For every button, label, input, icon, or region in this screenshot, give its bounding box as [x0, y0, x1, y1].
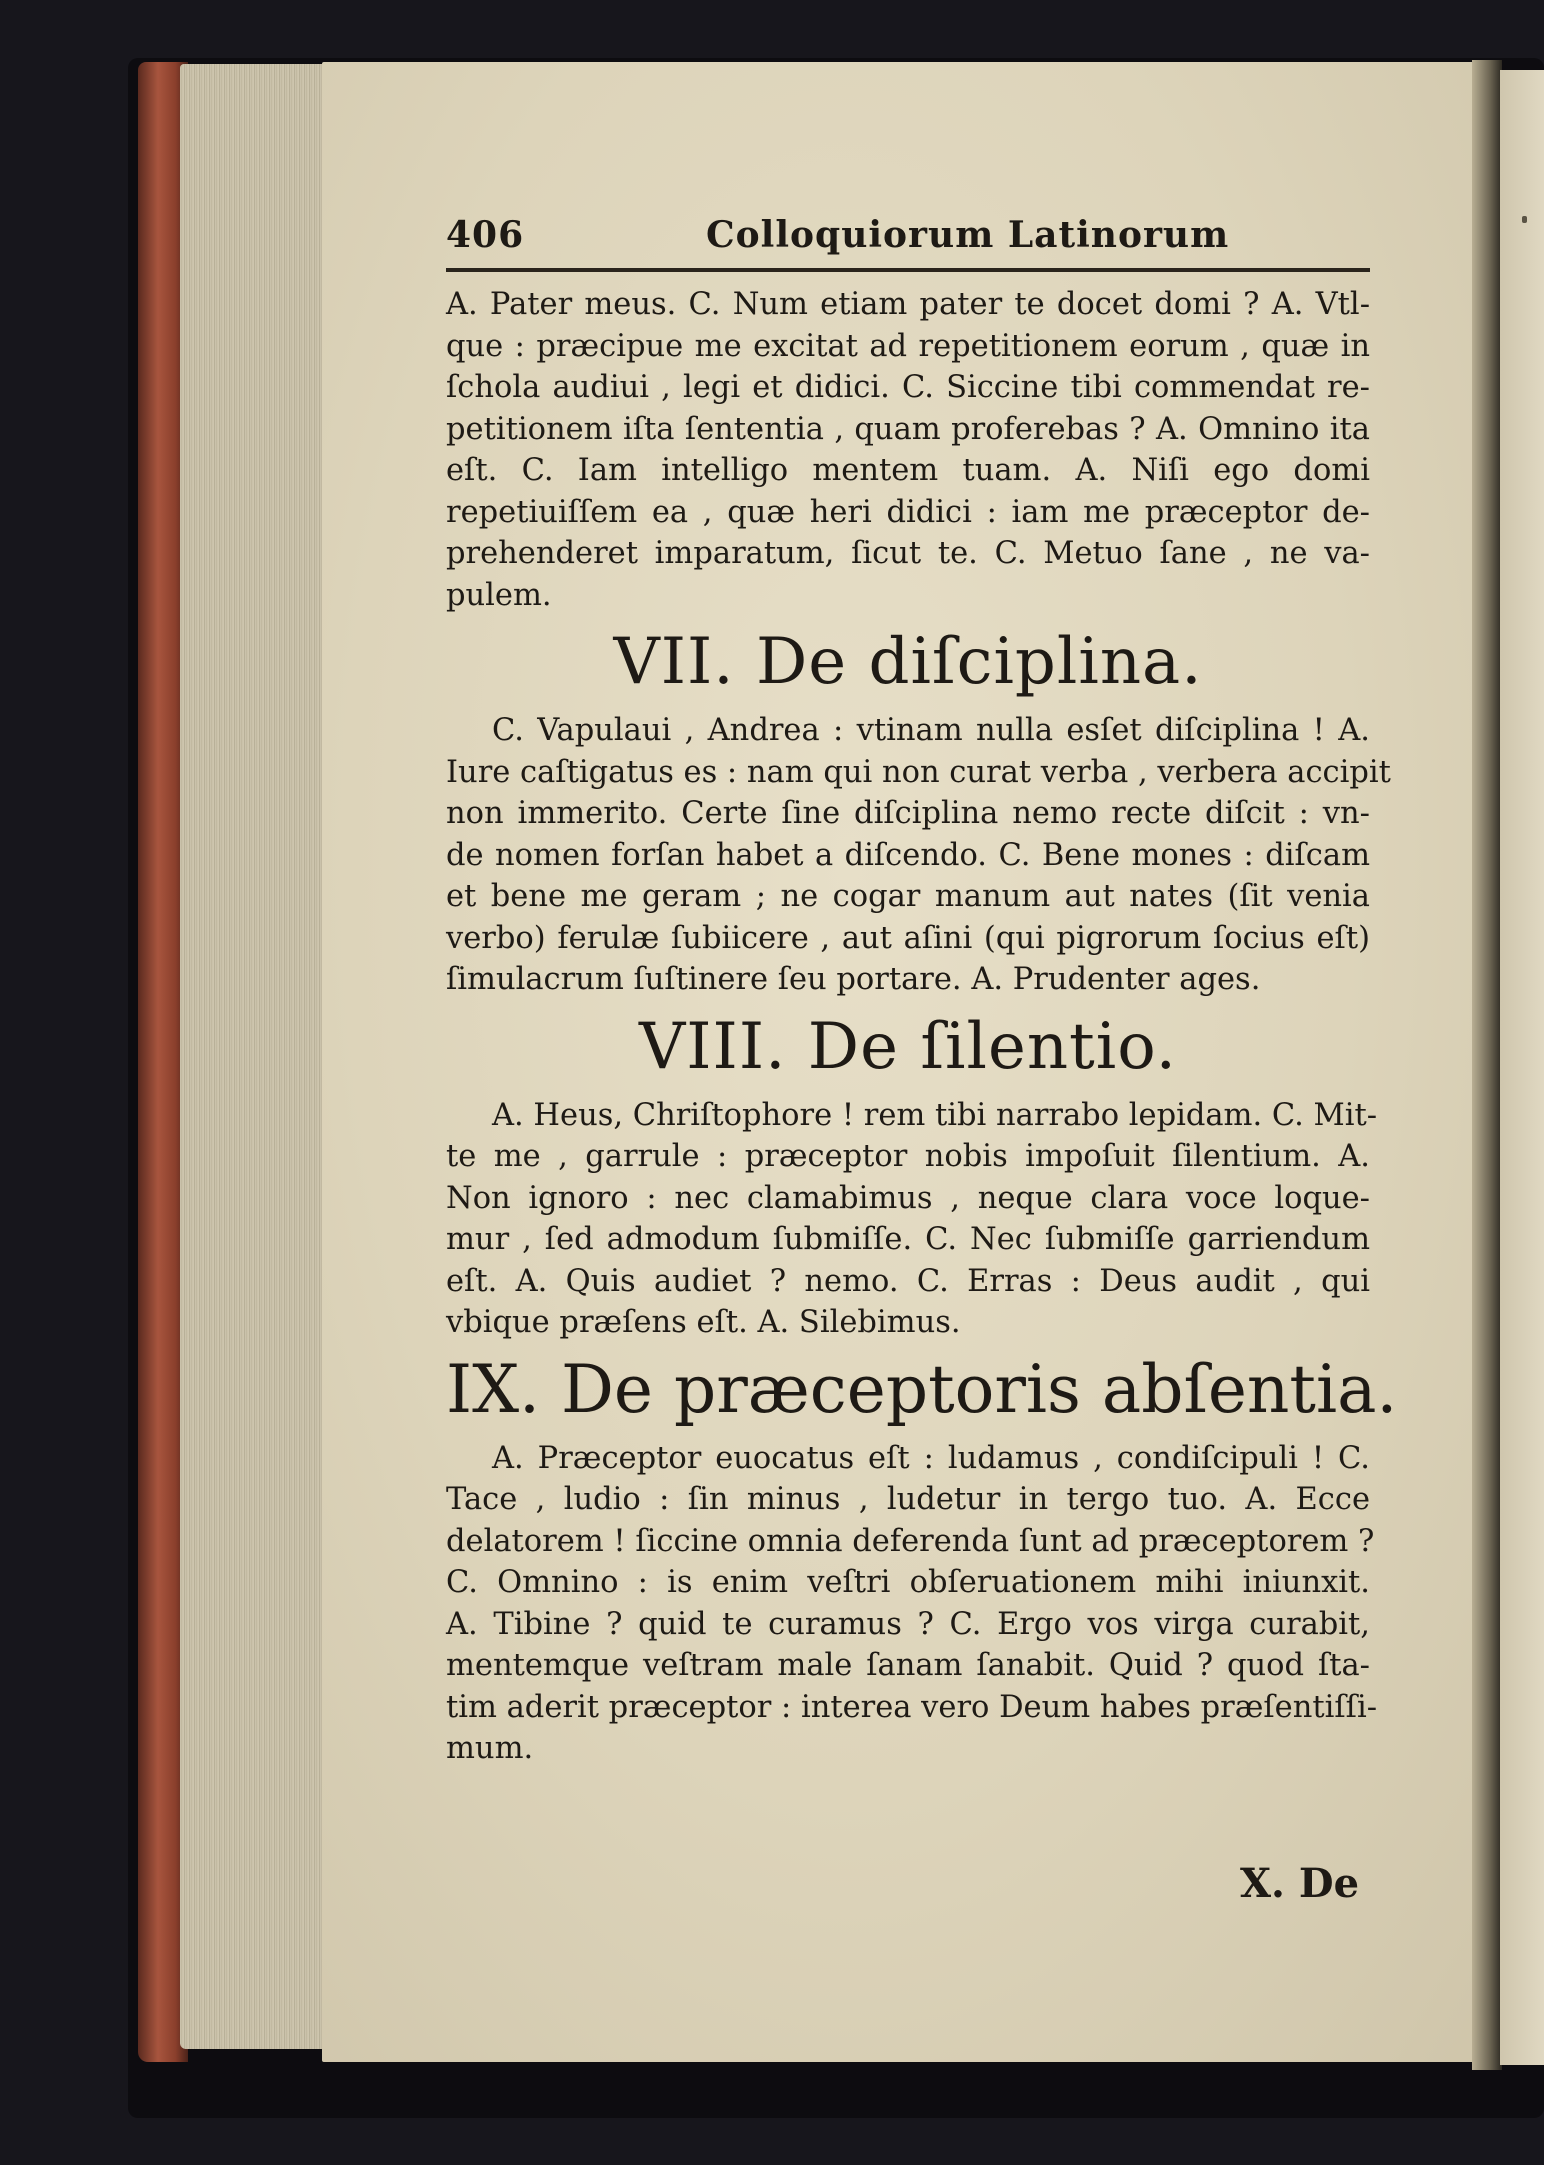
- section-heading-viii: VIII. De ſilentio.: [639, 1009, 1177, 1084]
- text-line: vbique præſens eſt. A. Silebimus.: [446, 1305, 961, 1340]
- header-rule: [446, 268, 1370, 272]
- text-line: eſt. C. Iam intelligo mentem tuam. A. Niſi ego domi: [446, 453, 1370, 488]
- text-line: Tace , ludio : ſin minus , ludetur in tergo tuo. A. Ecce: [446, 1482, 1370, 1517]
- running-title: Colloquiorum Latinorum: [706, 214, 1230, 256]
- text-line: pulem.: [446, 577, 552, 613]
- text-line: ſimulacrum ſuſtinere ſeu portare. A. Prudenter ages.: [446, 962, 1261, 997]
- section-viii-text: [446, 1095, 1378, 1344]
- text-line: et bene me geram ; ne cogar manum aut nates (ſit venia: [446, 879, 1370, 914]
- section-heading-vii: VII. De diſciplina.: [613, 625, 1203, 699]
- facing-page-mark: [1522, 216, 1527, 223]
- running-head: [446, 200, 1370, 262]
- section-ix-text: [446, 1438, 1378, 1770]
- text-line: A. Præceptor euocatus eſt : ludamus , condiſcipuli ! C.: [492, 1440, 1370, 1476]
- page-number: 406: [446, 214, 525, 256]
- text-line: tim aderit præceptor : interea vero Deum habes præſentiſſi-: [446, 1689, 1378, 1725]
- text-line: ſchola audiui , legi et didici. C. Siccine tibi commendat re-: [446, 370, 1370, 405]
- catchword: X. De: [1240, 1860, 1360, 1907]
- page-text-block: [446, 200, 1398, 1770]
- section-vii-text: [446, 710, 1391, 1001]
- text-line: eſt. A. Quis audiet ? nemo. C. Erras : Deus audit , qui: [446, 1263, 1370, 1299]
- text-line: mur , ſed admodum ſubmiſſe. C. Nec ſubmiſſe garriendum: [446, 1222, 1370, 1257]
- text-line: A. Tibine ? quid te curamus ? C. Ergo vos virga curabit,: [446, 1606, 1370, 1642]
- text-line: de nomen forſan habet a diſcendo. C. Bene mones : diſcam: [446, 837, 1370, 873]
- text-line: petitionem iſta ſententia , quam proferebas ? A. Omnino ita: [446, 411, 1370, 447]
- text-line: A. Heus, Chriſtophore ! rem tibi narrabo lepidam. C. Mit-: [492, 1097, 1378, 1133]
- text-line: mum.: [446, 1731, 534, 1766]
- text-line: non immerito. Certe ſine diſciplina nemo recte diſcit : vn-: [446, 796, 1370, 831]
- text-line: A. Pater meus. C. Num etiam pater te docet domi ? A. Vtl-: [446, 287, 1370, 322]
- opening-paragraph: [446, 284, 1370, 616]
- text-line: C. Omnino : is enim veſtri obſeruationem mihi iniunxit.: [446, 1565, 1370, 1600]
- text-line: prehenderet imparatum, ſicut te. C. Metuo ſane , ne va-: [446, 536, 1370, 571]
- text-line: que : præcipue me excitat ad repetitionem eorum , quæ in: [446, 328, 1370, 364]
- text-line: Iure caſtigatus es : nam qui non curat verba , verbera accipit: [446, 754, 1391, 790]
- facing-page-edge: [1500, 70, 1544, 2065]
- page-gutter: [1472, 60, 1502, 2070]
- text-line: C. Vapulaui , Andrea : vtinam nulla esſet diſciplina ! A.: [492, 713, 1370, 748]
- text-line: delatorem ! ſiccine omnia deferenda ſunt ad præceptorem ?: [446, 1523, 1375, 1559]
- text-line: te me , garrule : præceptor nobis impoſuit ſilentium. A.: [446, 1139, 1370, 1174]
- text-line: Non ignoro : nec clamabimus , neque clara voce loque-: [446, 1180, 1370, 1216]
- page-edges: [180, 64, 330, 2049]
- section-heading-ix: IX. De præceptoris abſentia.: [446, 1350, 1398, 1428]
- text-line: repetiuiſſem ea , quæ heri didici : iam me præceptor de-: [446, 494, 1370, 530]
- text-line: mentemque veſtram male ſanam ſanabit. Quid ? quod ſta-: [446, 1648, 1370, 1683]
- text-line: verbo) ferulæ ſubiicere , aut aſini (qui pigrorum ſocius eſt): [446, 920, 1370, 956]
